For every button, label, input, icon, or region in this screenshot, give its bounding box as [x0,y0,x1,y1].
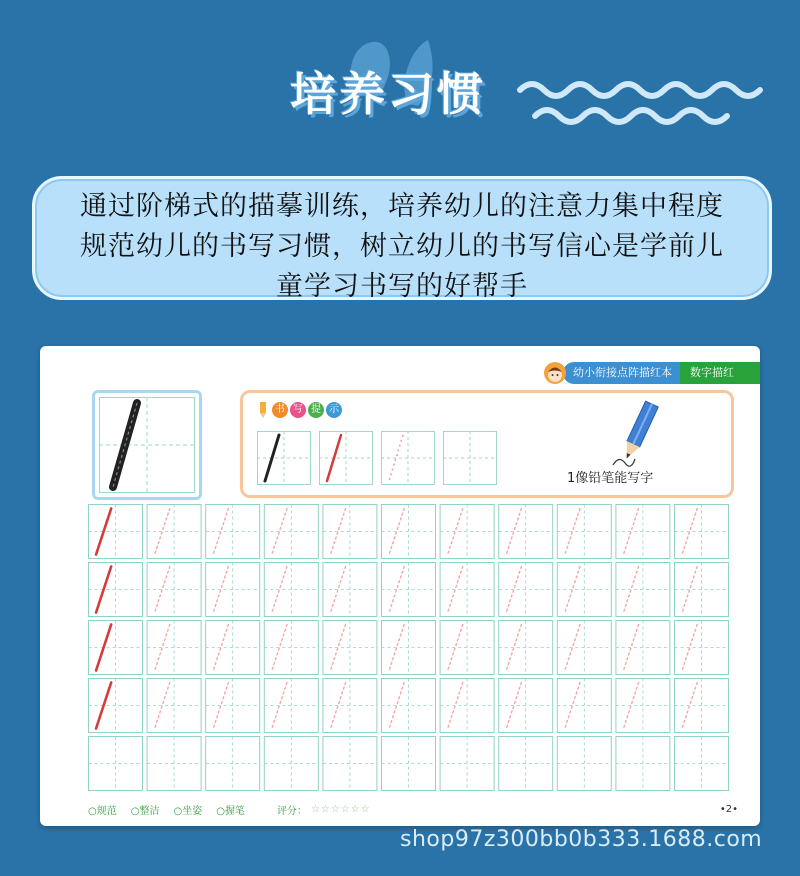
intro-line: 通过阶梯式的描摹训练，培养幼儿的注意力集中程度 [80,191,724,222]
practice-cell [440,737,494,791]
topic-tag: 数字描红 [680,362,760,384]
small-pencil-icon [257,401,269,419]
sheet-footer [88,802,738,817]
page-title: 培养习惯 [290,67,486,121]
footer-item: ○握笔 [216,806,245,817]
tip-caption: 1像铅笔能写字 [567,471,654,486]
demo-stroke-box [92,390,202,500]
tip-cell-empty [443,431,497,485]
practice-cell [323,679,377,733]
practice-cell [89,737,143,791]
practice-cell [264,563,318,617]
practice-cell [557,621,611,675]
practice-cell [382,563,436,617]
practice-cell [616,505,670,559]
practice-cell [206,505,260,559]
practice-cell [206,621,260,675]
practice-cell [440,563,494,617]
practice-cell [147,737,201,791]
footer-item: ○整洁 [130,806,160,817]
wave-decoration-icon [515,68,775,138]
practice-cell [382,621,436,675]
practice-cell [206,679,260,733]
practice-cell [557,679,611,733]
practice-cell [675,505,729,559]
practice-cell [89,505,143,559]
intro-line: 童学习书写的好帮手 [276,271,528,302]
practice-cell [557,737,611,791]
shop-watermark: shop97z300bb0b333.1688.com [400,827,763,852]
practice-cell [675,737,729,791]
footer-item-label: 握笔 [224,806,245,817]
tip-title-char: 写 [290,402,306,418]
practice-cell [323,621,377,675]
practice-cell [89,621,143,675]
practice-cell [264,505,318,559]
practice-cell [89,679,143,733]
practice-cell [264,737,318,791]
practice-cell [675,621,729,675]
tip-header [257,401,344,419]
practice-cell [323,505,377,559]
footer-item-label: 规范 [96,806,117,817]
tip-cell-dotted [381,431,435,485]
footer-item: ○坐姿 [173,806,203,817]
tip-example-cells [257,431,497,485]
writing-tip-box [240,390,734,498]
practice-cell [557,505,611,559]
practice-cell [499,679,553,733]
practice-cell [499,737,553,791]
practice-cell [206,563,260,617]
practice-cell [557,563,611,617]
sheet-header-tags [543,362,760,384]
tip-title-char: 书 [272,402,288,418]
footer-item: ○规范 [88,806,117,817]
footer-item-label: 整洁 [139,806,160,817]
score-label: 评分： [276,806,307,817]
practice-cell [675,679,729,733]
practice-cell [616,679,670,733]
practice-grid [88,504,734,794]
practice-cell [323,563,377,617]
footer-item-label: 坐姿 [182,806,203,817]
practice-cell [616,621,670,675]
tip-cell-black [257,431,311,485]
practice-cell [382,737,436,791]
practice-cell [147,679,201,733]
practice-cell [382,505,436,559]
practice-cell [675,563,729,617]
intro-line: 规范幼儿的书写习惯，树立幼儿的书写信心是学前儿 [80,231,724,262]
practice-sheet [40,346,760,826]
practice-cell [147,505,201,559]
tip-title-char: 提 [308,402,324,418]
practice-cell [264,679,318,733]
practice-cell [147,563,201,617]
intro-bubble [32,176,772,300]
pencil-icon [603,399,673,469]
practice-cell [616,563,670,617]
practice-cell [440,505,494,559]
practice-cell [382,679,436,733]
practice-cell [323,737,377,791]
tip-title-char: 示 [326,402,342,418]
practice-cell [264,621,318,675]
page-number: •2• [719,804,738,815]
practice-cell [616,737,670,791]
title-banner [0,28,800,138]
practice-cell [206,737,260,791]
tip-cell-red [319,431,373,485]
practice-cell [440,621,494,675]
practice-cell [499,621,553,675]
practice-cell [89,563,143,617]
practice-cell [499,505,553,559]
cartoon-girl-icon [543,361,567,385]
demo-grid-cell [99,397,195,493]
series-tag: 幼小衔接点阵描红本 [563,362,680,384]
practice-cell [147,621,201,675]
practice-cell [440,679,494,733]
practice-cell [499,563,553,617]
star-rating: ☆☆☆☆☆☆ [310,804,371,815]
